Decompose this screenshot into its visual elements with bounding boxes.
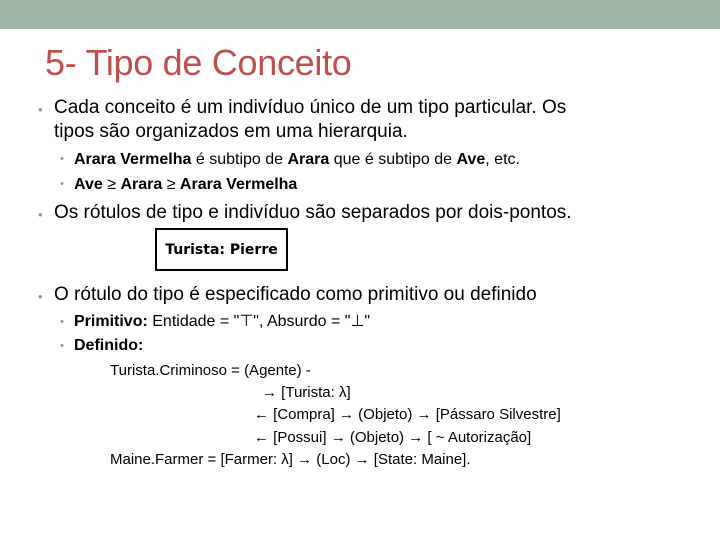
example-line: ← [Possui] → (Objeto) → [ ~ Autorização] xyxy=(254,429,532,446)
bullet-marker: • xyxy=(38,102,43,117)
term-arara: Arara xyxy=(287,151,330,168)
bullet-2-text: Os rótulos de tipo e indivíduo são separados por dois-pontos. xyxy=(54,202,572,223)
bullet-1-line-2: tipos são organizados em uma hierarquia. xyxy=(54,121,408,142)
concept-box-label: Turista: Pierre xyxy=(165,241,278,258)
example-line: ← [Compra] → (Objeto) → [Pássaro Silvestre] xyxy=(254,406,561,423)
text-fragment: é subtipo de xyxy=(191,151,288,168)
bullet-marker: • xyxy=(60,178,64,190)
example-line: Turista.Criminoso = (Agente) - xyxy=(110,362,311,379)
term-arara: Arara xyxy=(120,176,163,193)
top-decor-bar xyxy=(0,0,720,29)
sub-bullet-ordering xyxy=(74,174,297,196)
term-ave: Ave xyxy=(456,151,486,168)
text-fragment: Entidade = "⊤", Absurdo = "⊥" xyxy=(147,313,371,330)
bullet-marker: • xyxy=(38,289,43,304)
example-line: Maine.Farmer = [Farmer: λ] → (Loc) → [State: Maine]. xyxy=(110,451,471,468)
sub-bullet-primitivo xyxy=(74,311,370,333)
term-primitivo: Primitivo: xyxy=(74,313,148,330)
sub-bullet-hierarchy-text xyxy=(74,149,520,171)
slide-title: 5- Tipo de Conceito xyxy=(45,42,352,83)
text-fragment: que é subtipo de xyxy=(329,151,457,168)
term-arara-vermelha: Arara Vermelha xyxy=(179,176,298,193)
term-definido: Definido: xyxy=(74,337,144,354)
term-arara-vermelha: Arara Vermelha xyxy=(74,151,192,168)
text-fragment: ≥ xyxy=(162,176,180,193)
bullet-marker: • xyxy=(60,340,64,352)
bullet-marker: • xyxy=(60,153,64,165)
bullet-marker: • xyxy=(60,316,64,328)
term-ave: Ave xyxy=(74,176,103,193)
concept-box xyxy=(155,228,288,271)
bullet-3-text: O rótulo do tipo é especificado como primitivo ou definido xyxy=(54,284,537,305)
bullet-1-line-1: Cada conceito é um indivíduo único de um tipo particular. Os xyxy=(54,97,567,118)
sub-bullet-definido xyxy=(74,335,143,357)
text-fragment: , etc. xyxy=(485,151,520,168)
bullet-marker: • xyxy=(38,207,43,222)
text-fragment: ≥ xyxy=(102,176,121,193)
example-line: → [Turista: λ] xyxy=(262,384,351,401)
